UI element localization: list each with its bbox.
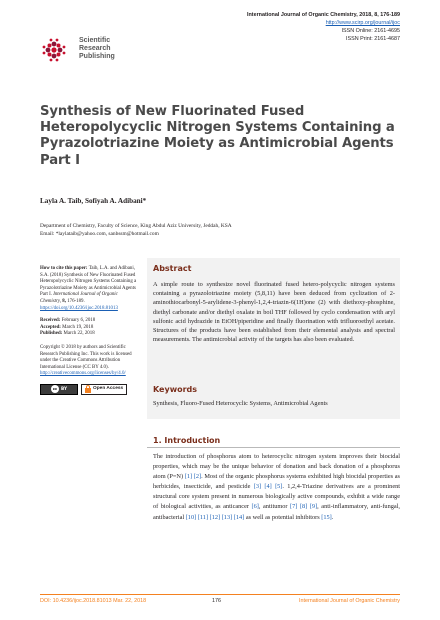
intro-sentence-5: , anti-inflammatory, anti-fungal, antibacterial bbox=[153, 503, 401, 521]
publisher-name bbox=[79, 37, 115, 62]
footer-doi: DOI: 10.4236/ijoc.2018.81013 Mar. 22, 2018 bbox=[40, 598, 147, 604]
accepted-label: Accepted: bbox=[40, 324, 61, 330]
received-row bbox=[40, 318, 138, 325]
intro-sentence-end: . bbox=[331, 513, 334, 521]
affiliation-line: Department of Chemistry, Faculty of Science, King Abdul Aziz University, Jeddah, KSA bbox=[40, 223, 232, 229]
cc-by-badge[interactable] bbox=[40, 384, 78, 395]
footer-divider bbox=[40, 594, 400, 595]
keywords-heading: Keywords bbox=[153, 385, 198, 394]
citation-block bbox=[40, 266, 138, 312]
published-date: March 22, 2018 bbox=[63, 331, 95, 337]
introduction-text bbox=[153, 452, 400, 523]
publisher-line-2: Research bbox=[79, 45, 111, 53]
reference-link[interactable]: [7] bbox=[290, 503, 298, 511]
reference-link[interactable]: [8] bbox=[299, 503, 308, 511]
license-badges bbox=[40, 384, 138, 395]
journal-info bbox=[247, 11, 400, 43]
page-number: 176 bbox=[212, 598, 221, 604]
cite-doi-link[interactable]: https://doi.org/10.4236/ijoc.2018.81013 bbox=[40, 305, 118, 311]
copyright-text: Copyright © 2018 by authors and Scientific Research Publishing Inc. This work is licensed under the Creative Commons Attribution International License (CC BY 4.0). bbox=[40, 344, 132, 370]
introduction-divider bbox=[147, 447, 400, 448]
reference-link[interactable]: [15] bbox=[321, 513, 332, 521]
intro-sentence-4: , antitumor bbox=[258, 503, 288, 511]
footer-journal-name: International Journal of Organic Chemistry bbox=[299, 598, 400, 604]
reference-link[interactable]: [11] bbox=[197, 513, 209, 521]
intro-sentence-3: . 1,2,4-Triazine derivatives are a prominent structural core system present in numerous biologically active compounds, exhibit a wide range of biological activities, as anticancer bbox=[153, 483, 401, 511]
issn-print: ISSN Print: 2161-4687 bbox=[346, 36, 400, 42]
cc-icon: cc bbox=[51, 385, 59, 393]
abstract-heading: Abstract bbox=[153, 264, 192, 273]
journal-citation: International Journal of Organic Chemistry, 2018, 8, 176-189 bbox=[247, 12, 400, 18]
email-line: Email: *laylataib@yahoo.com, sanbssm@hotmail.com bbox=[40, 231, 159, 237]
open-access-label: Open Access bbox=[93, 386, 124, 392]
issn-online: ISSN Online: 2161-4695 bbox=[341, 28, 400, 34]
accepted-row bbox=[40, 325, 138, 332]
article-title: Synthesis of New Fluorinated Fused Heteropolycyclic Nitrogen Systems Containing a Pyrazolotriazine Moiety as Antimicrobial Agents Part I bbox=[40, 104, 395, 168]
reference-link[interactable]: [14] bbox=[233, 513, 245, 521]
received-date: February 6, 2018 bbox=[61, 318, 96, 324]
reference-link[interactable]: [6] bbox=[251, 503, 259, 511]
article-authors: Layla A. Taib, Sofiyah A. Adibani* bbox=[40, 197, 147, 205]
open-access-badge bbox=[81, 384, 127, 395]
published-label: Published: bbox=[40, 331, 63, 337]
article-sidebar bbox=[40, 266, 138, 395]
reference-link[interactable]: [12] bbox=[209, 513, 221, 521]
abstract-box bbox=[147, 258, 400, 419]
cite-volume: 8, bbox=[62, 298, 66, 304]
reference-link[interactable]: [9] bbox=[309, 503, 318, 511]
reference-link[interactable]: [4] bbox=[264, 483, 272, 491]
srp-logo-icon bbox=[40, 36, 76, 64]
intro-sentence-1: The introduction of phosphorus atom to heterocyclic nitrogen system improves their biocidal properties, which may be the unique behavior of donation and back donation of a phosphorus atom (P=N) bbox=[153, 453, 400, 481]
cite-label: How to cite this paper: bbox=[40, 266, 88, 271]
received-label: Received: bbox=[40, 318, 61, 324]
introduction-heading: 1. Introduction bbox=[153, 436, 221, 445]
journal-url-link[interactable]: http://www.scirp.org/journal/ijoc bbox=[325, 20, 400, 26]
accepted-date: March 19, 2018 bbox=[62, 324, 94, 330]
cite-journal: International Journal of Organic Chemistry, bbox=[40, 292, 118, 304]
intro-sentence-6: as well as potential inhibitors bbox=[244, 513, 320, 521]
reference-link[interactable]: [5] bbox=[275, 483, 283, 491]
reference-link[interactable]: [1] bbox=[184, 473, 193, 481]
published-row bbox=[40, 331, 138, 338]
article-dates bbox=[40, 318, 138, 338]
publisher-line-3: Publishing bbox=[79, 53, 115, 61]
reference-link[interactable]: [2] bbox=[193, 473, 202, 481]
reference-link[interactable]: [3] bbox=[253, 483, 262, 491]
reference-link[interactable]: [13] bbox=[221, 513, 233, 521]
intro-sentence-2: . Most of the organic phosphorus systems exhibited high biocidal properties as herbicides, insecticide, and pesticide bbox=[153, 473, 400, 491]
cite-text: Taib, L.A. and Adibani, S.A. (2018) Synthesis of New Fluorinated Fused Heteropolycyclic Nitrogen Systems Containing a Pyrazolotriazine Moiety as Antimicrobial Agents Part I. bbox=[40, 266, 137, 298]
publisher-line-1: Scientific bbox=[79, 37, 111, 44]
abstract-text: A simple route to synthesize novel fluorinated fused hetero-polycyclic nitrogen systems containing a pyrazolotriazine moiety (5,8,11) have been deduced from cyclization of 2-aminothiocarbonyl-5-arylidene-3-phenyl-1,2,4-triazin-6(1H)one (2) with diethoxy-phosphine, diethyl carbonate and/or diethyl oxalate in boil THF followed by cyclo condensation with aryl sulfonic acid hydrazide in EtOH/piperidine and finally fluorination with trifluoroethyl acetate. Structures of the products have been established from their elemental analysis and spectral measurements. The antimicrobial activity of the targets has also been evaluated. bbox=[153, 281, 395, 344]
keywords-text: Synthesis, Fluoro-Fused Heterocyclic Systems, Antimicrobial Agents bbox=[153, 400, 328, 407]
open-lock-icon bbox=[85, 385, 91, 393]
reference-link[interactable]: [10] bbox=[185, 513, 197, 521]
copyright-block bbox=[40, 345, 138, 378]
cc-by-label: BY bbox=[61, 386, 67, 392]
license-link[interactable]: http://creativecommons.org/licenses/by/4.0/ bbox=[40, 371, 126, 377]
author-affiliation bbox=[40, 222, 232, 238]
cite-pages: 176-189. bbox=[67, 298, 85, 304]
